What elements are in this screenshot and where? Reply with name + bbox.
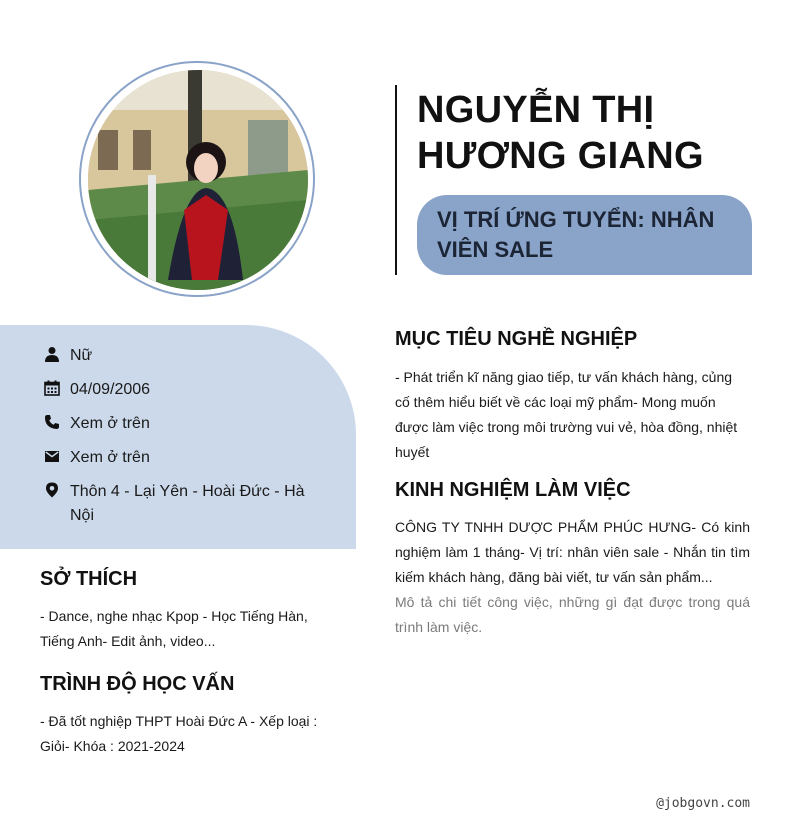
info-address bbox=[44, 480, 314, 528]
mail-icon bbox=[44, 448, 60, 464]
hobbies-text: - Dance, nghe nhạc Kpop - Học Tiếng Hàn, Tiếng Anh- Edit ảnh, video... bbox=[40, 608, 308, 649]
gender-value: Nữ bbox=[70, 347, 93, 364]
hobbies-title: SỞ THÍCH bbox=[40, 568, 138, 590]
person-icon bbox=[44, 346, 60, 362]
location-icon bbox=[44, 482, 60, 498]
calendar-icon bbox=[44, 380, 60, 396]
experience-hint: Mô tả chi tiết công việc, những gì đạt được trong quá trình làm việc. bbox=[395, 594, 750, 635]
candidate-name: NGUYỄN THỊ HƯƠNG GIANG bbox=[417, 89, 704, 177]
watermark: @jobgovn.com bbox=[656, 796, 750, 811]
birthday-value: 04/09/2006 bbox=[70, 381, 151, 398]
experience-text: CÔNG TY TNHH DƯỢC PHẨM PHÚC HƯNG- Có kinh nghiệm làm 1 tháng- Vị trí: nhân viên sale - Nhắn tin tìm kiếm khách hàng, đăng bài viết, tư vấn sản phẩm... bbox=[395, 519, 750, 585]
education-text: - Đã tốt nghiệp THPT Hoài Đức A - Xếp loại : Giỏi- Khóa : 2021-2024 bbox=[40, 713, 318, 754]
name-block bbox=[395, 85, 752, 275]
avatar bbox=[88, 70, 308, 290]
education-title: TRÌNH ĐỘ HỌC VẤN bbox=[40, 673, 235, 695]
phone-value: Xem ở trên bbox=[70, 415, 150, 432]
experience-title: KINH NGHIỆM LÀM VIỆC bbox=[395, 479, 631, 501]
email-value: Xem ở trên bbox=[70, 449, 150, 466]
info-email bbox=[44, 446, 314, 470]
position-title: VỊ TRÍ ỨNG TUYỂN: NHÂN VIÊN SALE bbox=[437, 207, 715, 262]
phone-icon bbox=[44, 414, 60, 430]
info-gender bbox=[44, 344, 314, 368]
address-value: Thôn 4 - Lại Yên - Hoài Đức - Hà Nội bbox=[70, 483, 305, 524]
info-phone bbox=[44, 412, 314, 436]
objective-text: - Phát triển kĩ năng giao tiếp, tư vấn khách hàng, củng cố thêm hiểu biết về các loại mỹ phẩm- Mong muốn được làm việc trong môi trường vui vẻ, hòa đồng, nhiệt huyết bbox=[395, 369, 738, 460]
info-birthday bbox=[44, 378, 314, 402]
objective-title: MỤC TIÊU NGHỀ NGHIỆP bbox=[395, 328, 638, 350]
position-badge bbox=[417, 195, 752, 275]
